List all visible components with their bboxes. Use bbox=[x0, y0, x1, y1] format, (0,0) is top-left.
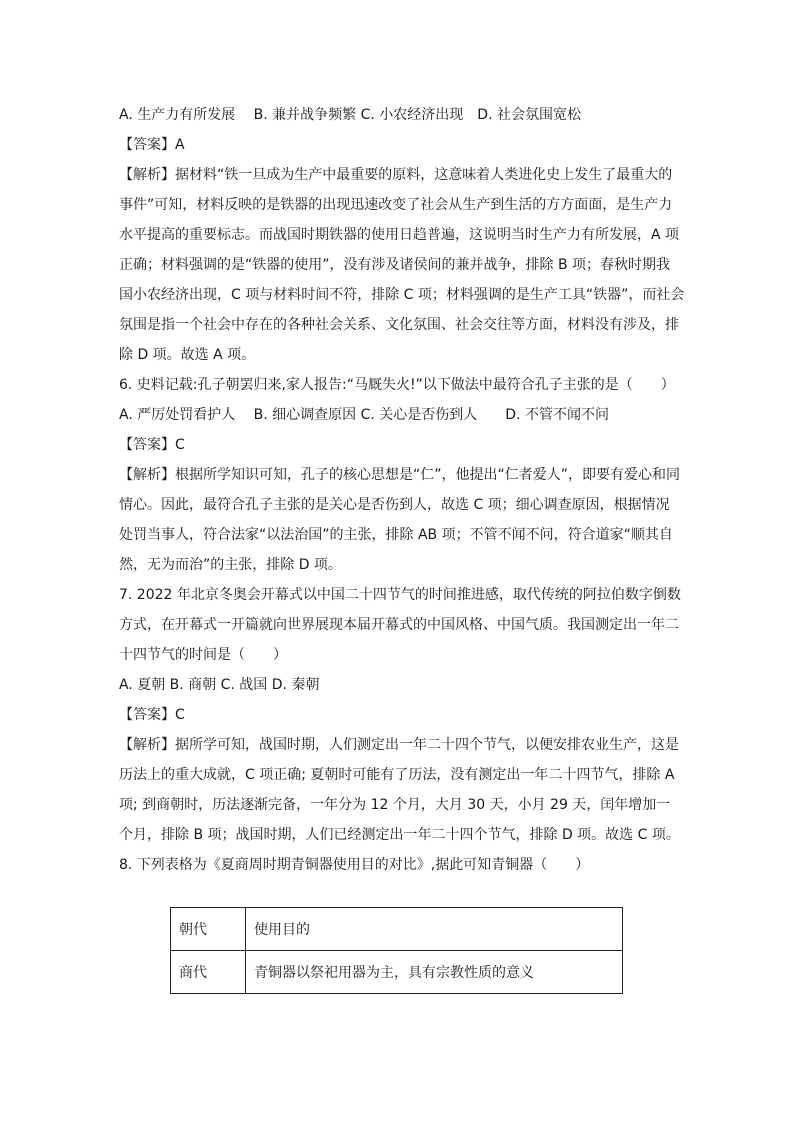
q6-analysis-line: 处罚当事人，符合法家“以法治国”的主张，排除 AB 项；不管不闻不问，符合道家“顺其自 bbox=[119, 527, 673, 543]
q6-answer: 【答案】C bbox=[119, 437, 185, 453]
q7-analysis-line: 项; 到商朝时，历法逐渐完备，一年分为 12 个月，大月 30 天，小月 29 天，闰年增加一 bbox=[119, 797, 671, 813]
q6-options: A. 严厉处罚看护人 B. 细心调查原因 C. 关心是否伤到人 D. 不管不闻不问 bbox=[119, 407, 609, 423]
q5-analysis-line: 水平提高的重要标志。而战国时期铁器的使用日趋普遍，这说明当时生产力有所发展，A 项 bbox=[119, 227, 680, 243]
q7-analysis-line: 个月，排除 B 项；战国时期，人们已经测定出一年二十四个节气，排除 D 项。故选 C 项。 bbox=[119, 827, 680, 843]
bronze-usage-table bbox=[170, 907, 623, 994]
table-cell: 青铜器以祭祀用器为主，具有宗教性质的意义 bbox=[246, 951, 623, 994]
q7-question-line: 十四节气的时间是（ ） bbox=[119, 647, 287, 663]
q7-analysis-line: 【解析】据所学可知，战国时期，人们测定出一年二十四个节气，以便安排农业生产，这是 bbox=[119, 737, 679, 753]
q7-question-line: 方式，在开幕式一开篇就向世界展现本届开幕式的中国风格、中国气质。我国测定出一年二 bbox=[119, 617, 679, 633]
q7-analysis bbox=[119, 730, 679, 850]
q6-analysis-line: 【解析】根据所学知识可知，孔子的核心思想是“仁”，他提出“仁者爱人”，即要有爱心和同 bbox=[119, 467, 681, 483]
q6-analysis-line: 情心。因此，最符合孔子主张的是关心是否伤到人，故选 C 项；细心调查原因，根据情况 bbox=[119, 497, 670, 513]
q7-analysis-line: 历法上的重大成就，C 项正确; 夏朝时可能有了历法，没有测定出一年二十四节气，排除 A bbox=[119, 767, 675, 783]
table-header-cell: 朝代 bbox=[171, 908, 246, 951]
q5-analysis-line: 除 D 项。故选 A 项。 bbox=[119, 347, 256, 363]
document-content bbox=[119, 100, 685, 880]
q6-analysis-line: 然，无为而治”的主张，排除 D 项。 bbox=[119, 557, 342, 573]
q7-answer: 【答案】C bbox=[119, 707, 185, 723]
q7-question-line: 7. 2022 年北京冬奥会开幕式以中国二十四节气的时间推进感，取代传统的阿拉伯数字倒数 bbox=[119, 587, 681, 603]
q6-question: 6. 史料记载:孔子朝罢归来,家人报告:“马厩失火!”以下做法中最符合孔子主张的是（ ） bbox=[119, 377, 675, 393]
q5-answer: 【答案】A bbox=[119, 137, 185, 153]
q5-analysis-line: 事件”可知，材料反映的是铁器的出现迅速改变了社会从生产到生活的方方面面，是生产力 bbox=[119, 197, 673, 213]
q5-analysis-line: 国小农经济出现，C 项与材料时间不符，排除 C 项；材料强调的是生产工具“铁器”，而社会 bbox=[119, 287, 685, 303]
table-header-row bbox=[171, 908, 623, 951]
q5-analysis bbox=[119, 160, 685, 370]
q7-question bbox=[119, 580, 679, 670]
q8-question: 8. 下列表格为《夏商周时期青铜器使用目的对比》,据此可知青铜器（ ） bbox=[119, 857, 590, 873]
q5-analysis-line: 【解析】据材料“铁一旦成为生产中最重要的原料，这意味着人类进化史上发生了最重大的 bbox=[119, 167, 673, 183]
table-row bbox=[171, 951, 623, 994]
q5-analysis-line: 正确；材料强调的是“铁器的使用”，没有涉及诸侯间的兼并战争，排除 B 项；春秋时期我 bbox=[119, 257, 671, 273]
table-header-cell: 使用目的 bbox=[246, 908, 623, 951]
q5-analysis-line: 氛围是指一个社会中存在的各种社会关系、文化氛围、社会交往等方面，材料没有涉及，排 bbox=[119, 317, 679, 333]
q7-options: A. 夏朝 B. 商朝 C. 战国 D. 秦朝 bbox=[119, 677, 320, 693]
table-cell: 商代 bbox=[171, 951, 246, 994]
q6-analysis bbox=[119, 460, 679, 580]
q5-options: A. 生产力有所发展 B. 兼并战争频繁 C. 小农经济出现 D. 社会氛围宽松 bbox=[119, 107, 581, 123]
